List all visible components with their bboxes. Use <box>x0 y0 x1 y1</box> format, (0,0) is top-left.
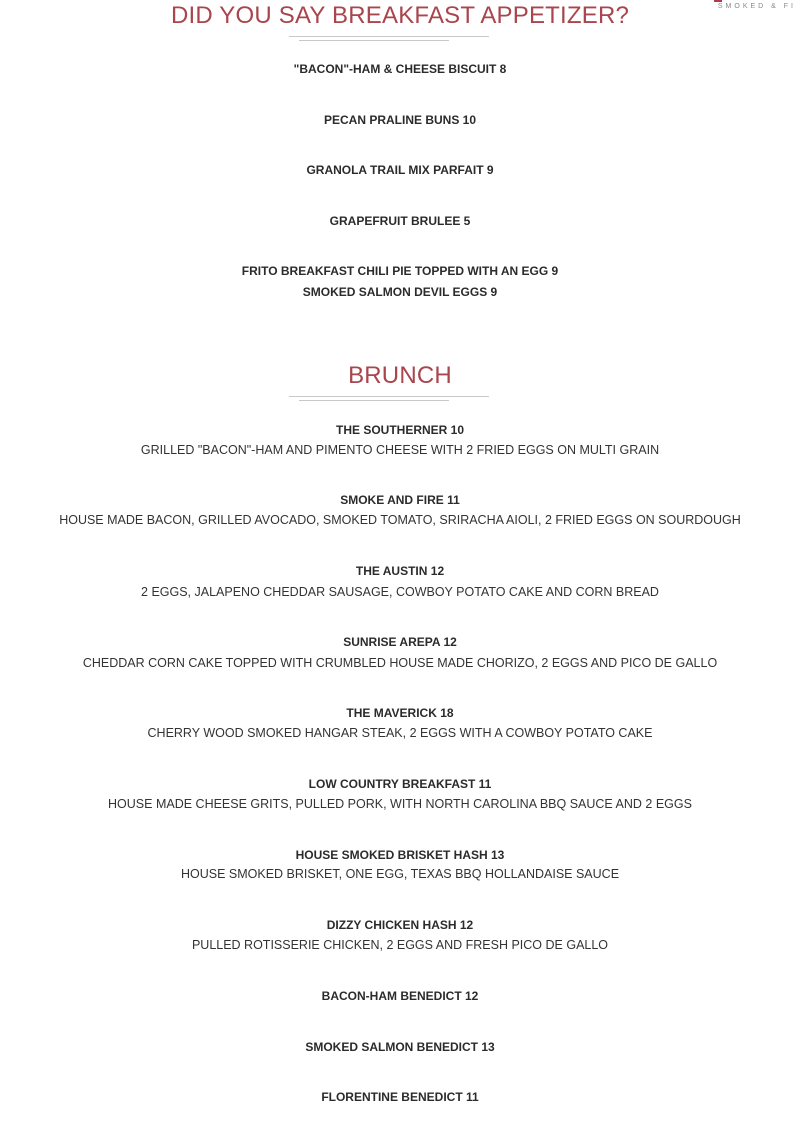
brunch-item-name: LOW COUNTRY BREAKFAST 11 <box>308 777 492 791</box>
appetizer-item: PECAN PRALINE BUNS 10 <box>323 113 477 127</box>
brunch-item-description: 2 EGGS, JALAPENO CHEDDAR SAUSAGE, COWBOY POTATO CAKE AND CORN BREAD <box>141 585 659 599</box>
brunch-item-name: BACON-HAM BENEDICT 12 <box>321 989 479 1003</box>
brunch-item-description: PULLED ROTISSERIE CHICKEN, 2 EGGS AND FRESH PICO DE GALLO <box>191 938 609 952</box>
appetizer-item: SMOKED SALMON DEVIL EGGS 9 <box>302 285 498 299</box>
brunch-item-description: CHERRY WOOD SMOKED HANGAR STEAK, 2 EGGS WITH A COWBOY POTATO CAKE <box>147 726 653 740</box>
appetizer-item: "BACON"-HAM & CHEESE BISCUIT 8 <box>293 62 507 76</box>
brunch-item-description: HOUSE MADE BACON, GRILLED AVOCADO, SMOKED TOMATO, SRIRACHA AIOLI, 2 FRIED EGGS ON SOURDOUGH <box>59 513 741 527</box>
brunch-item-description: GRILLED "BACON"-HAM AND PIMENTO CHEESE WITH 2 FRIED EGGS ON MULTI GRAIN <box>140 443 660 457</box>
appetizer-item: FRITO BREAKFAST CHILI PIE TOPPED WITH AN EGG 9 <box>241 264 559 278</box>
brunch-item-name: SMOKED SALMON BENEDICT 13 <box>305 1040 495 1054</box>
brunch-item-description: HOUSE MADE CHEESE GRITS, PULLED PORK, WITH NORTH CAROLINA BBQ SAUCE AND 2 EGGS <box>108 797 692 811</box>
brunch-item-name: HOUSE SMOKED BRISKET HASH 13 <box>295 848 505 862</box>
brunch-item-name: THE AUSTIN 12 <box>355 564 445 578</box>
brunch-item-name: DIZZY CHICKEN HASH 12 <box>326 918 474 932</box>
appetizer-item: GRAPEFRUIT BRULEE 5 <box>329 214 471 228</box>
brunch-item-name: FLORENTINE BENEDICT 11 <box>321 1090 479 1104</box>
appetizer-divider <box>289 36 489 44</box>
brunch-item-description: HOUSE SMOKED BRISKET, ONE EGG, TEXAS BBQ HOLLANDAISE SAUCE <box>180 867 620 881</box>
brunch-item-name: SUNRISE AREPA 12 <box>343 635 457 649</box>
brunch-divider <box>289 396 489 404</box>
brunch-item-name: THE MAVERICK 18 <box>346 706 454 720</box>
brunch-section-title: BRUNCH <box>348 362 452 389</box>
brunch-item-name: SMOKE AND FIRE 11 <box>340 493 460 507</box>
brunch-item-name: THE SOUTHERNER 10 <box>335 423 465 437</box>
brand-text: SMOKED & FI <box>717 3 796 10</box>
appetizer-item: GRANOLA TRAIL MIX PARFAIT 9 <box>306 163 494 177</box>
brunch-item-description: CHEDDAR CORN CAKE TOPPED WITH CRUMBLED HOUSE MADE CHORIZO, 2 EGGS AND PICO DE GALLO <box>82 656 718 670</box>
appetizer-section-title: DID YOU SAY BREAKFAST APPETIZER? <box>170 2 630 29</box>
